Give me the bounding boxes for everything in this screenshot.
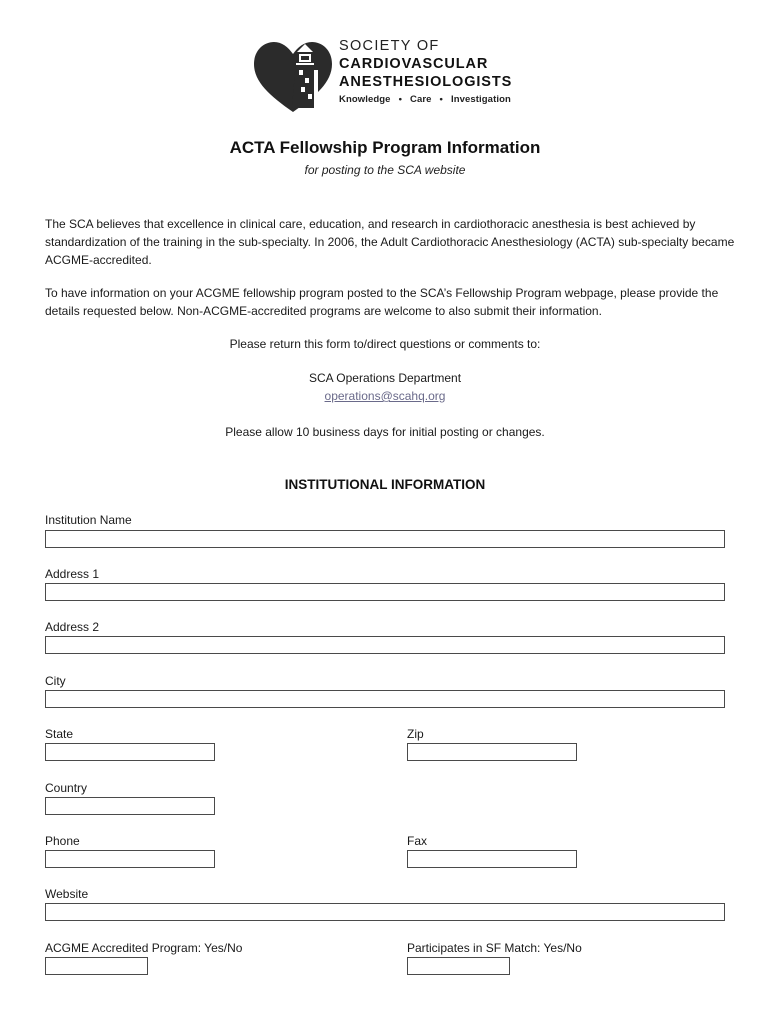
tagline-knowledge: Knowledge <box>339 94 391 105</box>
tagline-bullet-2: • <box>439 94 443 105</box>
heart-lighthouse-logo-icon <box>252 30 334 114</box>
sf-match-label: Participates in SF Match: Yes/No <box>407 941 582 955</box>
logo-line-3: ANESTHESIOLOGISTS <box>339 74 513 90</box>
page-title: ACTA Fellowship Program Information <box>229 138 541 157</box>
website-field[interactable] <box>45 903 725 921</box>
website-label: Website <box>45 887 89 901</box>
zip-label: Zip <box>407 727 424 741</box>
acgme-accredited-label: ACGME Accredited Program: Yes/No <box>45 941 243 955</box>
country-label: Country <box>45 781 88 795</box>
address-2-label: Address 2 <box>45 620 100 634</box>
acgme-accredited-field[interactable] <box>45 957 148 975</box>
email-line <box>0 389 770 403</box>
department-name: SCA Operations Department <box>308 371 462 385</box>
logo-line-1: SOCIETY OF <box>339 38 440 54</box>
email-link[interactable]: operations@scahq.org <box>324 389 446 403</box>
tagline-care: Care <box>410 94 432 105</box>
sf-match-field[interactable] <box>407 957 510 975</box>
posting-timeframe: Please allow 10 business days for initial posting or changes. <box>225 425 545 439</box>
tagline-investigation: Investigation <box>450 94 511 105</box>
address-1-label: Address 1 <box>45 567 100 581</box>
city-label: City <box>45 674 66 688</box>
country-field[interactable] <box>45 797 215 815</box>
page-subtitle: for posting to the SCA website <box>304 163 466 177</box>
city-field[interactable] <box>45 690 725 708</box>
state-label: State <box>45 727 74 741</box>
institution-name-label: Institution Name <box>45 513 132 527</box>
zip-field[interactable] <box>407 743 577 761</box>
section-heading: INSTITUTIONAL INFORMATION <box>284 477 486 492</box>
intro-paragraph-2: To have information on your ACGME fellowship program posted to the SCA’s Fellowship Program webpage, please provide the details requested below. Non-ACGME-accredited programs are welcome to also submit their information. <box>45 286 719 318</box>
fax-field[interactable] <box>407 850 577 868</box>
institution-name-field[interactable] <box>45 530 725 548</box>
logo-tagline <box>339 94 512 105</box>
address-2-field[interactable] <box>45 636 725 654</box>
state-field[interactable] <box>45 743 215 761</box>
logo-text <box>339 38 512 105</box>
tagline-bullet-1: • <box>398 94 403 105</box>
phone-field[interactable] <box>45 850 215 868</box>
return-instructions: Please return this form to/direct questions or comments to: <box>229 337 541 351</box>
phone-label: Phone <box>45 834 80 848</box>
intro-paragraph-1: The SCA believes that excellence in clinical care, education, and research in cardiothoracic anesthesia is best achieved by standardization of the training in the sub-specialty. In 2006, the Adult Cardiothoracic Anesthesiology (ACTA) sub-specialty became ACGME-accredited. <box>45 217 735 267</box>
fax-label: Fax <box>407 834 428 848</box>
logo-line-2: CARDIOVASCULAR <box>339 56 489 72</box>
address-1-field[interactable] <box>45 583 725 601</box>
